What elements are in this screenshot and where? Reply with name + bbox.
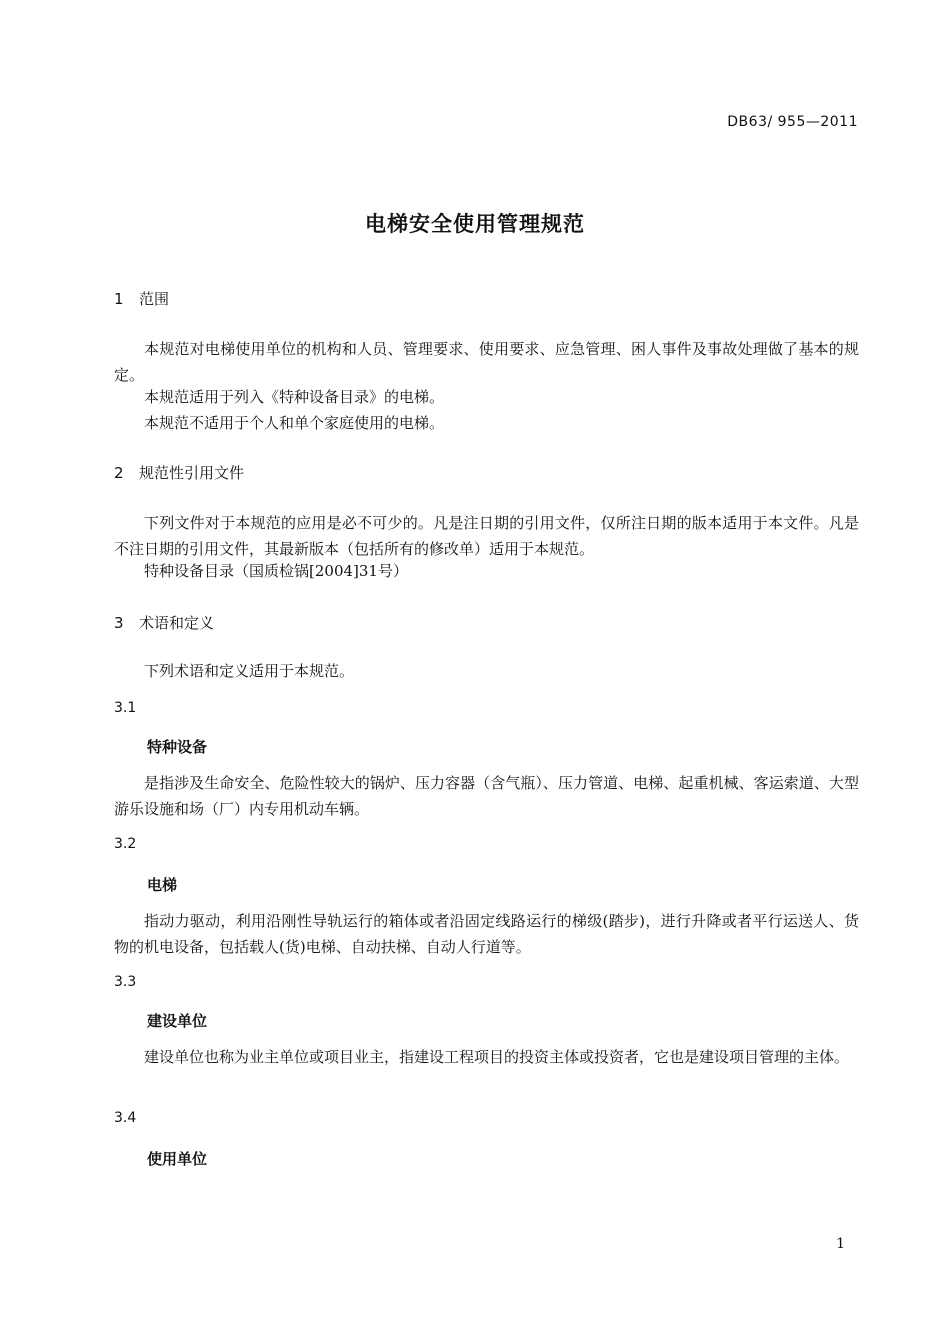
- paragraph: 下列术语和定义适用于本规范。: [144, 662, 355, 680]
- clause-number: 3.4: [114, 1110, 137, 1126]
- paragraph: 下列文件对于本规范的应用是必不可少的。凡是注日期的引用文件，仅所注日期的版本适用于本文件。凡是不注日期的引用文件，其最新版本（包括所有的修改单）适用于本规范。: [114, 514, 859, 558]
- section-number: 2: [114, 464, 124, 482]
- clause-number: 3.2: [114, 836, 137, 852]
- page-number: 1: [836, 1236, 845, 1252]
- term-definition: 指动力驱动，利用沿刚性导轨运行的箱体或者沿固定线路运行的梯级(踏步)，进行升降或者平行运送人、货物的机电设备，包括载人(货)电梯、自动扶梯、自动人行道等。: [114, 912, 859, 956]
- section-heading-terms-definitions: [114, 612, 214, 633]
- section-title: 规范性引用文件: [139, 464, 245, 482]
- page-title: 电梯安全使用管理规范: [365, 212, 585, 236]
- clause-number: 3.3: [114, 974, 137, 990]
- paragraph: 本规范不适用于个人和单个家庭使用的电梯。: [144, 414, 445, 432]
- term-name: 使用单位: [147, 1150, 208, 1168]
- document-code: DB63/ 955—2011: [727, 114, 858, 130]
- term-definition: 是指涉及生命安全、危险性较大的锅炉、压力容器（含气瓶）、压力管道、电梯、起重机械、客运索道、大型游乐设施和场（厂）内专用机动车辆。: [114, 774, 859, 818]
- section-number: 1: [114, 290, 124, 308]
- section-title: 范围: [139, 290, 170, 308]
- term-name: 建设单位: [147, 1012, 208, 1030]
- paragraph: 本规范适用于列入《特种设备目录》的电梯。: [144, 388, 445, 406]
- section-heading-scope: [114, 288, 169, 309]
- term-name: 电梯: [147, 876, 178, 894]
- paragraph: 本规范对电梯使用单位的机构和人员、管理要求、使用要求、应急管理、困人事件及事故处理做了基本的规定。: [114, 340, 859, 384]
- section-number: 3: [114, 614, 124, 632]
- term-definition: 建设单位也称为业主单位或项目业主，指建设工程项目的投资主体或投资者，它也是建设项目管理的主体。: [144, 1048, 850, 1066]
- paragraph: 特种设备目录（国质检锅[2004]31号）: [144, 562, 408, 580]
- term-name: 特种设备: [147, 738, 208, 756]
- section-title: 术语和定义: [139, 614, 215, 632]
- clause-number: 3.1: [114, 700, 137, 716]
- section-heading-normative-references: [114, 462, 244, 483]
